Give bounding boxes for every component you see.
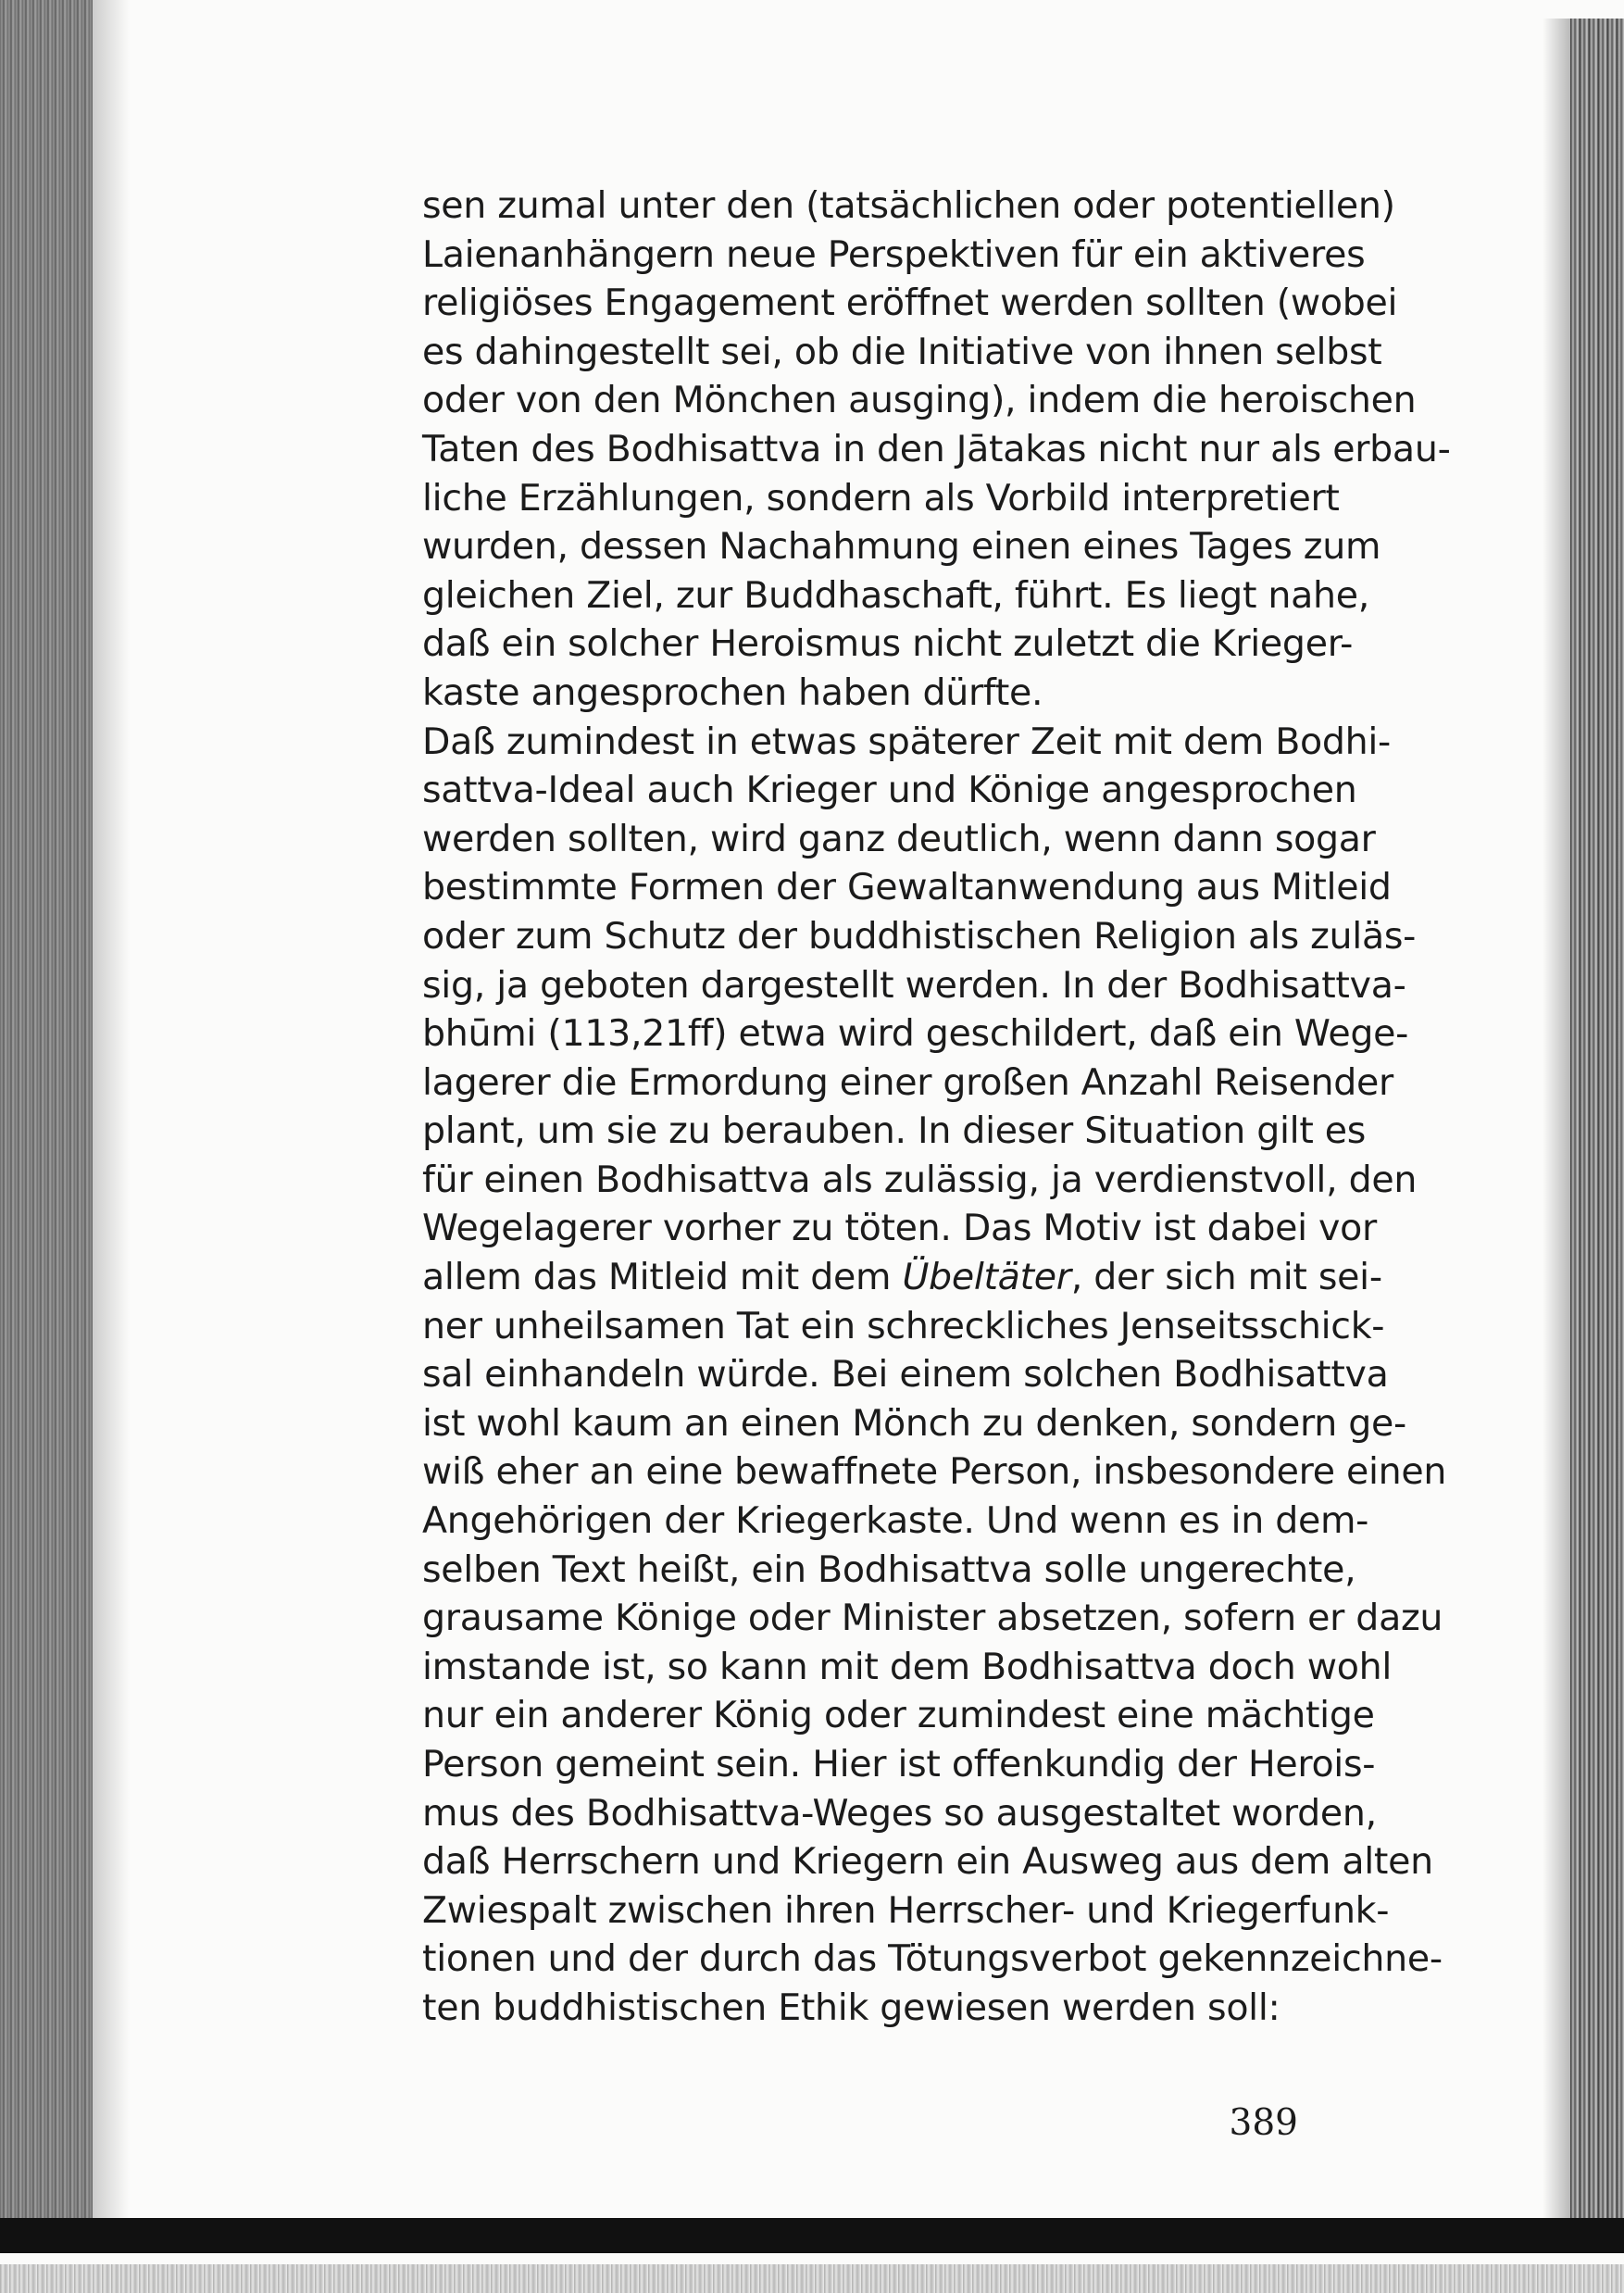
text-line: tionen und der durch das Tötungsverbot gekennzeichne-: [422, 1937, 1443, 1981]
body-text: [422, 182, 1451, 2033]
book-gutter-shadow: [0, 0, 93, 2223]
text-line: sattva-Ideal auch Krieger und Könige angesprochen: [422, 769, 1357, 812]
text-line: lagerer die Ermordung einer großen Anzahl Reisender: [422, 1060, 1393, 1104]
text-line: nur ein anderer König oder zumindest eine mächtige: [422, 1694, 1375, 1737]
text-line: für einen Bodhisattva als zulässig, ja verdienstvoll, den: [422, 1158, 1418, 1201]
text-line: mus des Bodhisattva-Weges so ausgestaltet worden,: [422, 1791, 1377, 1835]
text-line: oder von den Mönchen ausging), indem die heroischen: [422, 379, 1417, 422]
page-number: 389: [1229, 2102, 1298, 2144]
gutter-fade: [93, 0, 130, 2223]
text-line: bhūmi (113,21ff) etwa wird geschildert, daß ein Wege-: [422, 1012, 1409, 1056]
text-line: werden sollten, wird ganz deutlich, wenn dann sogar: [422, 817, 1376, 860]
text-line: Wegelagerer vorher zu töten. Das Motiv ist dabei vor: [422, 1207, 1377, 1250]
scanner-bottom-strip: [0, 2264, 1624, 2293]
text-line: ner unheilsamen Tat ein schreckliches Jenseitsschick-: [422, 1304, 1385, 1347]
text-line: religiöses Engagement eröffnet werden sollten (wobei: [422, 282, 1398, 325]
text-line: liche Erzählungen, sondern als Vorbild interpretiert: [422, 476, 1340, 520]
text-line: sig, ja geboten dargestellt werden. In der Bodhisattva-: [422, 963, 1406, 1007]
text-line: daß ein solcher Heroismus nicht zuletzt die Krieger-: [422, 622, 1354, 666]
text-line: es dahingestellt sei, ob die Initiative von ihnen selbst: [422, 330, 1382, 373]
text-line: wiß eher an eine bewaffnete Person, insbesondere einen: [422, 1450, 1447, 1494]
scanner-bottom-bar: [0, 2218, 1624, 2253]
text-line: Person gemeint sein. Hier ist offenkundig der Herois-: [422, 1743, 1376, 1786]
text-line: sal einhandeln würde. Bei einem solchen Bodhisattva: [422, 1353, 1389, 1397]
text-line: plant, um sie zu berauben. In dieser Situation gilt es: [422, 1109, 1367, 1153]
page-edge-fade: [1543, 19, 1570, 2223]
text-line: Angehörigen der Kriegerkaste. Und wenn es in dem-: [422, 1499, 1369, 1543]
text-line: imstande ist, so kann mit dem Bodhisattva doch wohl: [422, 1645, 1393, 1688]
text-line: ten buddhistischen Ethik gewiesen werden soll:: [422, 1986, 1280, 2029]
text-line: Daß zumindest in etwas späterer Zeit mit dem Bodhi-: [422, 720, 1392, 763]
text-line: oder zum Schutz der buddhistischen Religion als zuläs-: [422, 914, 1417, 958]
emphasized-word: Übeltäter: [902, 1256, 1071, 1299]
text-line: [422, 1253, 1382, 1302]
text-line: bestimmte Formen der Gewaltanwendung aus Mitleid: [422, 866, 1392, 909]
text-line: daß Herrschern und Kriegern ein Ausweg aus dem alten: [422, 1840, 1433, 1884]
text-line: selben Text heißt, ein Bodhisattva solle ungerechte,: [422, 1547, 1356, 1591]
text-line: ist wohl kaum an einen Mönch zu denken, sondern ge-: [422, 1401, 1406, 1445]
text-line: Laienanhängern neue Perspektiven für ein aktiveres: [422, 232, 1366, 276]
text-line: grausame Könige oder Minister absetzen, sofern er dazu: [422, 1597, 1443, 1640]
text-fragment: , der sich mit sei-: [1070, 1256, 1382, 1299]
text-line: kaste angesprochen haben dürfte.: [422, 670, 1043, 714]
text-line: wurden, dessen Nachahmung einen eines Tages zum: [422, 525, 1381, 569]
text-line: Taten des Bodhisattva in den Jātakas nicht nur als erbau-: [422, 427, 1451, 470]
text-line: Zwiespalt zwischen ihren Herrscher- und Kriegerfunk-: [422, 1888, 1390, 1932]
text-line: sen zumal unter den (tatsächlichen oder potentiellen): [422, 184, 1395, 227]
text-fragment: allem das Mitleid mit dem: [422, 1256, 903, 1299]
page-edge-right: [1570, 19, 1624, 2223]
text-line: gleichen Ziel, zur Buddhaschaft, führt. Es liegt nahe,: [422, 573, 1370, 617]
